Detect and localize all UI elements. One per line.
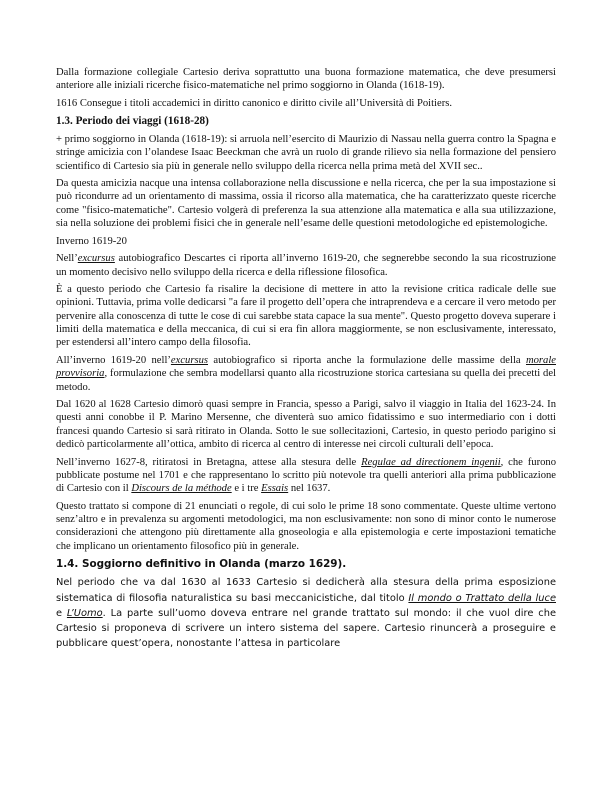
paragraph-1616: 1616 Consegue i titoli accademici in diritto canonico e diritto civile all’Università di Poitiers.: [56, 97, 452, 109]
link-morale-provvisoria[interactable]: morale provvisoria: [56, 354, 556, 380]
text-run: e i tre: [231, 483, 262, 495]
paragraph-amicizia: Da questa amicizia nacque una intensa collaborazione nella discussione e nella ricerca, che per la sua impostazione si può ricondurre ad un orientamento di massima, ossia il ricorso alla matematica, che ha caratterizzato queste ricerche come "fisico-matematiche". Cartesio volgerà di preferenza la sua attenzione alla matematica e alla sua utilizzazione, sia nella soluzione dei problemi fisici che in generale nell’esame delle questioni metodologiche ed epistemologiche.: [56, 178, 556, 230]
section-heading-1-3: 1.3. Periodo dei viaggi (1618-28): [56, 115, 209, 128]
paragraph-excursus: [56, 252, 556, 279]
link-regulae[interactable]: Regulae ad directionem ingenii: [361, 456, 501, 468]
paragraph-il-mondo: [56, 575, 556, 651]
document-page: [56, 66, 556, 652]
link-uomo[interactable]: L’Uomo: [66, 607, 103, 619]
text-run: Nell’: [56, 253, 78, 265]
text-run: autobiografico Descartes ci riporta all’inverno 1619-20, che segnerebbe secondo la sua ricostruzione un momento decisivo nello sviluppo della ricerca e della riflessione filosofica.: [56, 253, 556, 278]
paragraph-trattato: Questo trattato si compone di 21 enunciati o regole, di cui solo le prime 18 sono commentate. Queste ultime vertono senz’altro e in prevalenza su argomenti metodologici, ma non esclusivamente: non sono di minor conto le numerose considerazioni che attengono più direttamente alla gnoseologia e alla epistemologia e certe impostazioni tematiche che implicano un orientamento filosofico più in generale.: [56, 500, 556, 552]
link-discours[interactable]: Discours de la méthode: [131, 483, 232, 495]
section-heading-1-4: 1.4. Soggiorno definitivo in Olanda (marzo 1629).: [56, 558, 347, 571]
paragraph-formazione: Dalla formazione collegiale Cartesio deriva soprattutto una buona formazione matematica, che deve presumersi anteriore alle iniziali ricerche fisico-matematiche nel primo soggiorno in Olanda (1618-19).: [56, 67, 556, 92]
paragraph-morale-provvisoria: [56, 354, 556, 394]
text-run: Nel periodo che va dal 1630 al 1633 Cartesio si dedicherà alla stesura della prima esposizione sistematica di filosofia naturalistica su basi meccanicistiche, dal titolo: [56, 577, 556, 604]
paragraph-francia: Dal 1620 al 1628 Cartesio dimorò quasi sempre in Francia, spesso a Parigi, salvo il viaggio in Italia del 1623-24. In questi anni conobbe il P. Marino Mersenne, che diventerà suo amico fidatissimo e suo intermediario con i dotti francesi quando Cartesio si sarà ritirato in Olanda. Sotto le sue sollecitazioni, Cartesio, in questo periodo parigino si dedicò particolarmente all’ottica, ambito di ricerca al centro di interesse nei circoli culturali dell’epoca.: [56, 399, 556, 450]
text-run: e: [56, 607, 67, 619]
paragraph-regulae: [56, 456, 556, 496]
link-excursus[interactable]: excursus: [77, 253, 115, 265]
text-run: , formulazione che sembra modellarsi quanto alla ricostruzione storica cartesiana su quella dei precetti del metodo.: [56, 368, 556, 393]
link-essais[interactable]: Essais: [261, 483, 289, 495]
text-run: Nell’inverno 1627-8, ritiratosi in Bretagna, attese alla stesura delle: [56, 456, 362, 468]
text-run: . La parte sull’uomo doveva entrare nel grande trattato sul mondo: il che vuol dire che Cartesio si proponeva di scrivere un intero sistema del sapere. Cartesio rinuncerà a proseguire e pubblicare quest’opera, nonostante l’attesa in particolare: [56, 607, 556, 650]
text-run: , che furono pubblicate postume nel 1701 e che rappresentano lo scritto più notevole tra quelli anteriori alla prima pubblicazione di Cartesio con il: [56, 456, 556, 495]
text-run: autobiografico si riporta anche la formulazione delle massime della: [208, 354, 526, 366]
text-run: All’inverno 1619-20 nell’: [56, 354, 171, 366]
paragraph-primo-soggiorno: + primo soggiorno in Olanda (1618-19): si arruola nell’esercito di Maurizio di Nassau nella guerra contro la Spagna e stringe amicizia con l’olandese Isaac Beeckman che avrà un ruolo di grande rilievo sia nella formazione del pensiero scientifico di Cartesio sia più in generale nello sviluppo della ricerca nella prima metà del XVII sec..: [56, 133, 556, 172]
link-il-mondo[interactable]: Il mondo o Trattato della luce: [408, 592, 556, 604]
paragraph-revisione-critica: È a questo periodo che Cartesio fa risalire la decisione di mettere in atto la revisione critica radicale delle sue opinioni. Tuttavia, prima volle dedicarsi "a fare il progetto dell’opera che intraprendeva e a cercare il vero metodo per pervenire alla conoscenza di tutte le cose di cui sarebbe stata capace la sua mente". Questo progetto doveva superare i limiti della matematica e della meccanica, di cui si era fin allora maggiormente, se non esclusivamente, interessato, per estendersi all’intero campo della filosofia.: [56, 284, 556, 349]
paragraph-inverno-label: Inverno 1619-20: [56, 235, 127, 247]
text-run: nel 1637.: [288, 483, 331, 495]
link-excursus-2[interactable]: excursus: [170, 354, 208, 366]
